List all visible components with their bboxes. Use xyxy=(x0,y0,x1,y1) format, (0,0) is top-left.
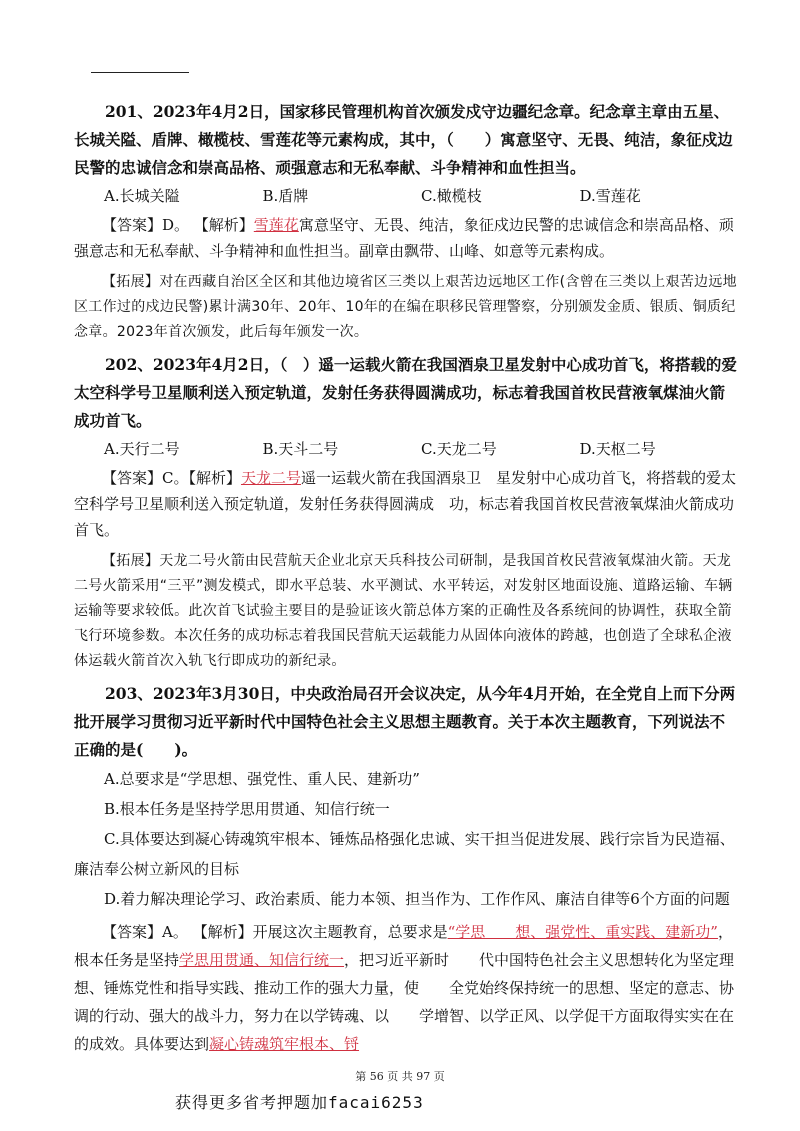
answer-highlight: “学思 想、强党性、重实践、建新功” xyxy=(447,923,718,941)
option-a: A.总要求是“学思想、强党性、重人民、建新功” xyxy=(104,770,420,788)
option-b: B.盾牌 xyxy=(262,187,309,205)
option-a: A.天行二号 xyxy=(104,440,180,458)
answer-text: 遥一运载火箭在我国酒泉卫 星发射中心成功首飞，将搭载的爱太空科学号卫星顺利送入预定轨道，发射任务获得圆满成 功，标志着我国首枚民营液氧煤油火箭成功首飞。 xyxy=(74,469,737,539)
question-202-extension xyxy=(74,549,738,674)
footer-promo: 获得更多省考押题加facai6253 xyxy=(175,1093,424,1112)
question-203-answer xyxy=(74,918,738,1058)
option-b: B.根本任务是坚持学思用贯通、知信行统一 xyxy=(104,800,390,818)
option-b: B.天斗二号 xyxy=(262,440,339,458)
question-202-answer xyxy=(74,465,738,543)
option-d: D.天枢二号 xyxy=(579,440,656,458)
question-203-stem: 203、2023年3月30日，中央政治局召开会议决定，从今年4月开始，在全党自上而下分两批开展学习贯彻习近平新时代中国特色社会主义思想主题教育。关于本次主题教育，下列说法不正确的是( )。 xyxy=(74,684,736,759)
question-201-options xyxy=(74,182,738,210)
question-202-stem: 202、2023年4月2日，（ ）遥一运载火箭在我国酒泉卫星发射中心成功首飞，将搭载的爱太空科学号卫星顺利送入预定轨道，发射任务获得圆满成功，标志着我国首枚民营液氧煤油火箭成功首飞。 xyxy=(74,355,737,430)
option-c: C.橄榄枝 xyxy=(421,187,482,205)
answer-label: 【答案】C。【解析】 xyxy=(102,469,241,487)
question-201-extension xyxy=(74,270,738,345)
question-201-stem: 201、2023年4月2日，国家移民管理机构首次颁发戍守边疆纪念章。纪念章主章由五星、长城关隘、盾牌、橄榄枝、雪莲花等元素构成，其中，（ ）寓意坚守、无畏、纯洁，象征戍边民警的忠诚信念和崇高品格、顽强意志和无私奉献、斗争精神和血性担当。 xyxy=(74,102,733,177)
header-rule xyxy=(91,72,189,73)
answer-highlight: 雪莲花 xyxy=(253,216,299,234)
question-201-answer xyxy=(74,212,738,264)
answer-label: 【答案】D。 【解析】 xyxy=(102,216,254,234)
option-a: A.长城关隘 xyxy=(104,187,180,205)
answer-highlight: 学思用贯通、知信行统一 xyxy=(179,951,345,969)
extension-text: 【拓展】对在西藏自治区全区和其他边境省区三类以上艰苦边远地区工作(含曾在三类以上艰苦边远地区工作过的戍边民警)累计满30年、20年、10年的在编在职移民管理警察，分别颁发金质、银质、铜质纪念章。2023年首次颁发，此后每年颁发一次。 xyxy=(74,274,737,340)
question-202-options xyxy=(74,435,738,463)
option-c xyxy=(74,824,738,884)
answer-text: ，把习近平新时 代中国特色社会主义思想转化为坚定理想、锤炼党性和指导实践、推动工作的强大力量，使 全党始终保持统一的思想、坚定的意志、协调的行动、强大的战斗力，努力在以学铸魂、以 学增智、以学正风、以学促干方面取得实实在在的成效。具体要达到 xyxy=(74,951,735,1053)
answer-text: 【答案】A。 【解析】开展这次主题教育，总要求是 xyxy=(102,923,448,941)
answer-text: 寓意坚守、无畏、纯洁，象征戍边民警的忠诚信念和崇高品格、顽强意志和无私奉献、斗争精神和血性担当。副章由飘带、山峰、如意等元素构成。 xyxy=(74,216,734,260)
option-d: D.雪莲花 xyxy=(579,187,641,205)
option-d-text: D.着力解决理论学习、政治素质、能力本领、担当作为、工作作风、廉洁自律等6个方面的问题 xyxy=(104,890,730,908)
document-body xyxy=(74,92,738,1058)
page-number: 第 56 页 共 97 页 xyxy=(355,1070,445,1083)
answer-highlight: 凝心铸魂筑牢根本、锊 xyxy=(209,1035,360,1053)
answer-highlight: 天龙二号 xyxy=(240,469,301,487)
option-c-text: C.具体要达到凝心铸魂筑牢根本、锤炼品格强化忠诚、实干担当促进发展、践行宗旨为民造福、廉洁奉公树立新风的目标 xyxy=(74,830,735,878)
extension-text: 【拓展】天龙二号火箭由民营航天企业北京天兵科技公司研制，是我国首枚民营液氧煤油火箭。天龙二号火箭采用“三平”测发模式，即水平总装、水平测试、水平转运，对发射区地面设施、道路运输、车辆运输等要求较低。此次首飞试验主要目的是验证该火箭总体方案的正确性及各系统间的协调性，获取全箭飞行环境参数。本次任务的成功标志着我国民营航天运载能力从固体向液体的跨越，也创造了全球私企液体运载火箭首次入轨飞行即成功的新纪录。 xyxy=(74,553,733,669)
option-d xyxy=(74,884,738,914)
answer-text: ，根本任务是坚持 xyxy=(74,923,733,969)
option-c: C.天龙二号 xyxy=(421,440,497,458)
